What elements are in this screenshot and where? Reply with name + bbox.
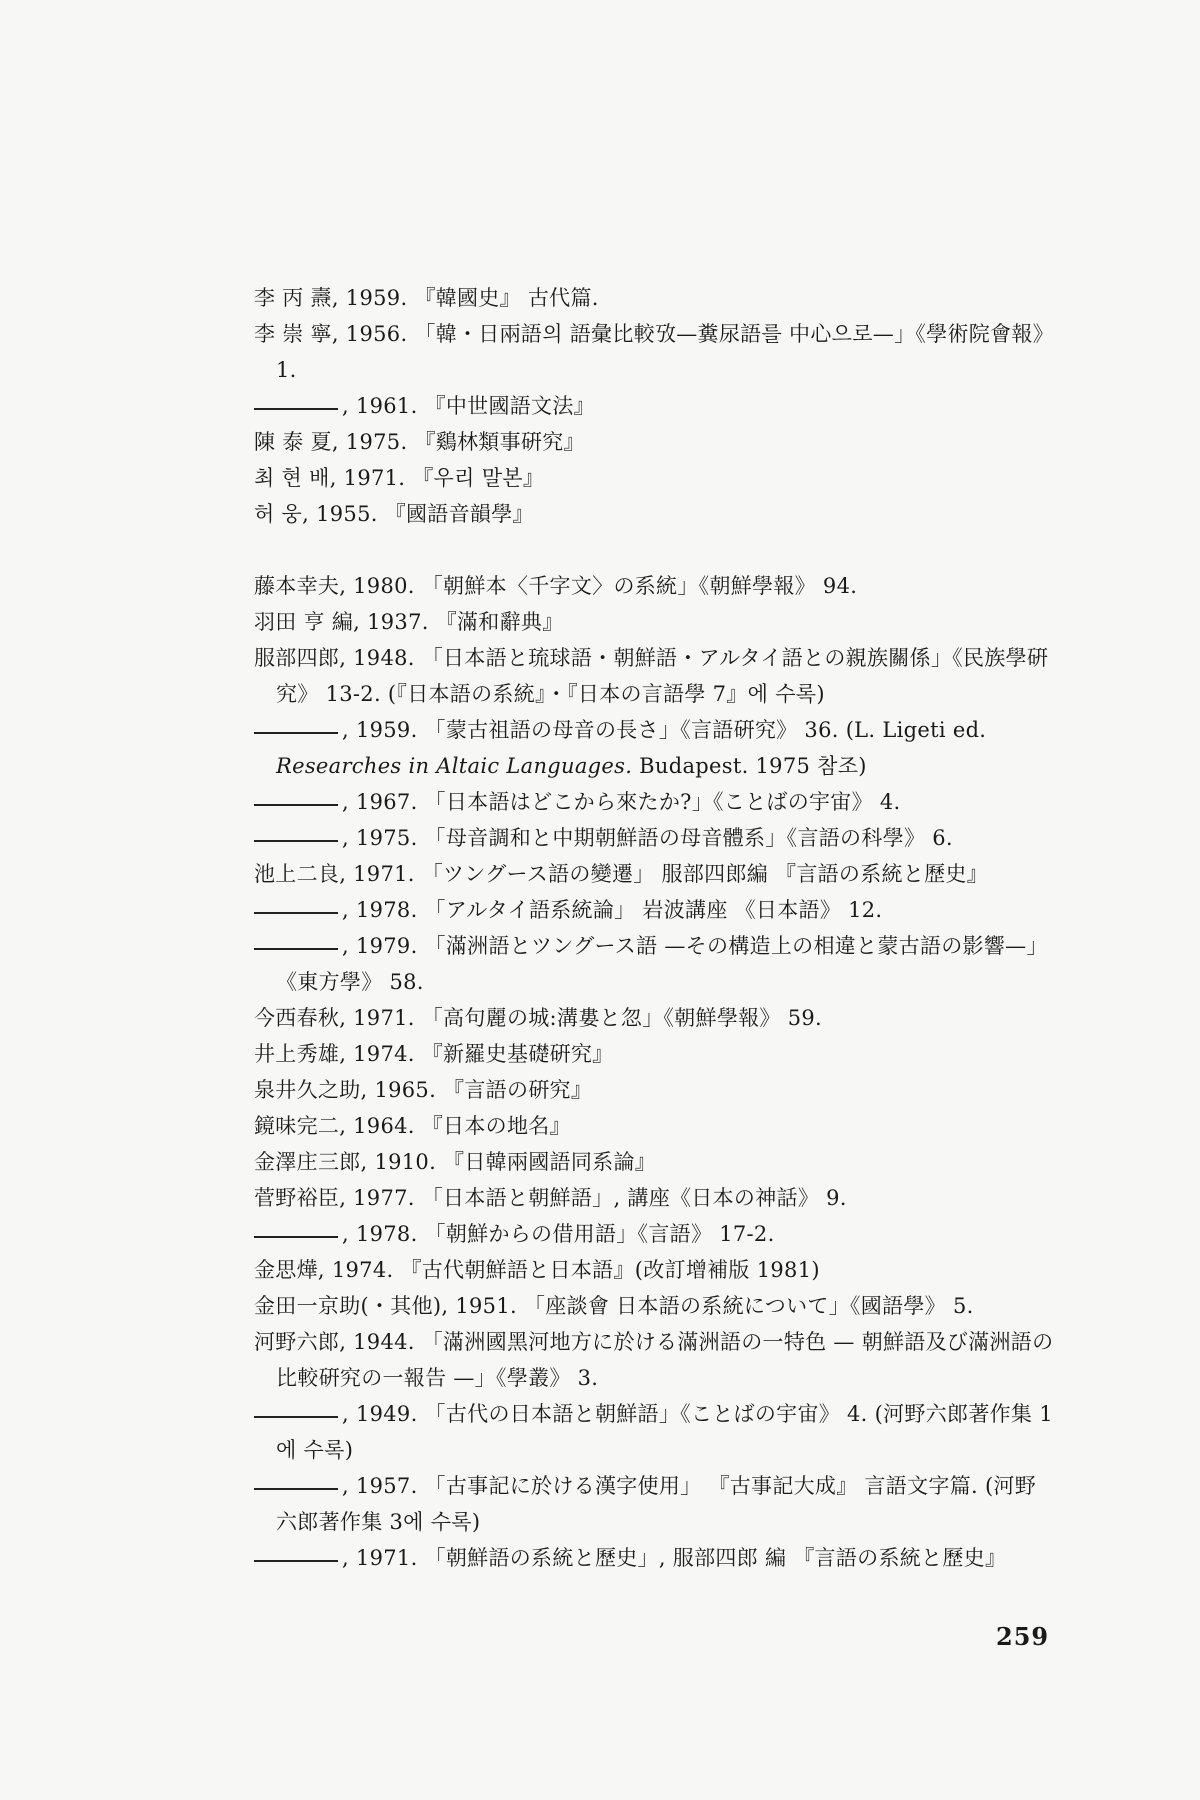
reference-entry: 藤本幸夫, 1980. 「朝鮮本〈千字文〉の系統」《朝鮮學報》 94. [254,574,858,598]
reference-entry: 井上秀雄, 1974. 『新羅史基礎硏究』 [254,1042,614,1066]
reference-entry: 허 웅, 1955. 『國語音韻學』 [254,502,534,526]
ditto-rule [254,1560,338,1562]
italic-title: Researches in Altaic Languages. [276,754,633,778]
korean-references [254,280,1054,532]
ditto-rule [254,1416,338,1418]
reference-entry: 菅野裕臣, 1977. 「日本語と朝鮮語」, 講座《日本の神話》 9. [254,1186,847,1210]
ditto-rule [254,732,338,734]
reference-entry: 金田一京助(・其他), 1951. 「座談會 日本語の系統について」《國語學》 5. [254,1294,974,1318]
reference-entry: 최 현 배, 1971. 『우리 말본』 [254,466,545,490]
reference-entry: 今西春秋, 1971. 「高句麗の城:溝婁と忽」《朝鮮學報》 59. [254,1006,822,1030]
japanese-references [254,568,1054,1576]
reference-entry: , 1975. 「母音調和と中期朝鮮語の母音體系」《言語の科學》 6. [254,820,1054,856]
reference-entry: , 1979. 「滿洲語とツングース語 —その構造上の相違と蒙古語の影響—」《東方學》 58. [254,928,1054,1000]
reference-entry: 羽田 亨 編, 1937. 『滿和辭典』 [254,610,564,634]
reference-entry: 泉井久之助, 1965. 『言語の硏究』 [254,1078,593,1102]
ditto-rule [254,912,338,914]
reference-entry: , 1971. 「朝鮮語の系統と歷史」, 服部四郎 編 『言語の系統と歷史』 [254,1540,1054,1576]
reference-entry: 池上二良, 1971. 「ツングース語の變遷」 服部四郎編 『言語の系統と歷史』 [254,862,989,886]
ditto-rule [254,948,338,950]
reference-entry: 陳 泰 夏, 1975. 『鷄林類事硏究』 [254,430,585,454]
reference-entry: 李 崇 寧, 1956. 「韓・日兩語의 語彙比較攷—糞尿語를 中心으로—」《學術院會報》 1. [254,322,1054,382]
page-number: 259 [996,1622,1050,1651]
reference-list [254,280,1054,1576]
reference-entry: , 1949. 「古代の日本語と朝鮮語」《ことばの宇宙》 4. (河野六郎著作集 1에 수록) [254,1396,1054,1468]
reference-entry: , 1959. 「蒙古祖語の母音の長さ」《言語硏究》 36. (L. Ligeti ed. Researches in Altaic Languages. Budapest. 1975 참조) [254,712,1054,784]
reference-entry: , 1961. 『中世國語文法』 [254,388,1054,424]
ditto-rule [254,408,338,410]
ditto-rule [254,804,338,806]
reference-entry: , 1978. 「朝鮮からの借用語」《言語》 17-2. [254,1216,1054,1252]
ditto-rule [254,1236,338,1238]
reference-entry: 李 丙 燾, 1959. 『韓國史』 古代篇. [254,286,599,310]
ditto-rule [254,1488,338,1490]
reference-entry: 服部四郎, 1948. 「日本語と琉球語・朝鮮語・アルタイ語との親族關係」《民族學硏究》 13-2. (『日本語の系統』・『日本の言語學 7』에 수록) [254,646,1049,706]
reference-entry: 河野六郎, 1944. 「滿洲國黑河地方に於ける滿洲語の一特色 — 朝鮮語及び滿洲語の比較硏究の一報告 —」《學叢》 3. [254,1330,1054,1390]
ditto-rule [254,840,338,842]
reference-entry: , 1967. 「日本語はどこから來たか?」《ことばの宇宙》 4. [254,784,1054,820]
reference-entry: , 1978. 「アルタイ語系統論」 岩波講座 《日本語》 12. [254,892,1054,928]
reference-entry: , 1957. 「古事記に於ける漢字使用」 『古事記大成』 言語文字篇. (河野六郎著作集 3에 수록) [254,1468,1054,1540]
reference-entry: 金澤庄三郎, 1910. 『日韓兩國語同系論』 [254,1150,657,1174]
reference-entry: 金思燁, 1974. 『古代朝鮮語と日本語』(改訂增補版 1981) [254,1258,820,1282]
reference-entry: 鏡味完二, 1964. 『日本の地名』 [254,1114,571,1138]
